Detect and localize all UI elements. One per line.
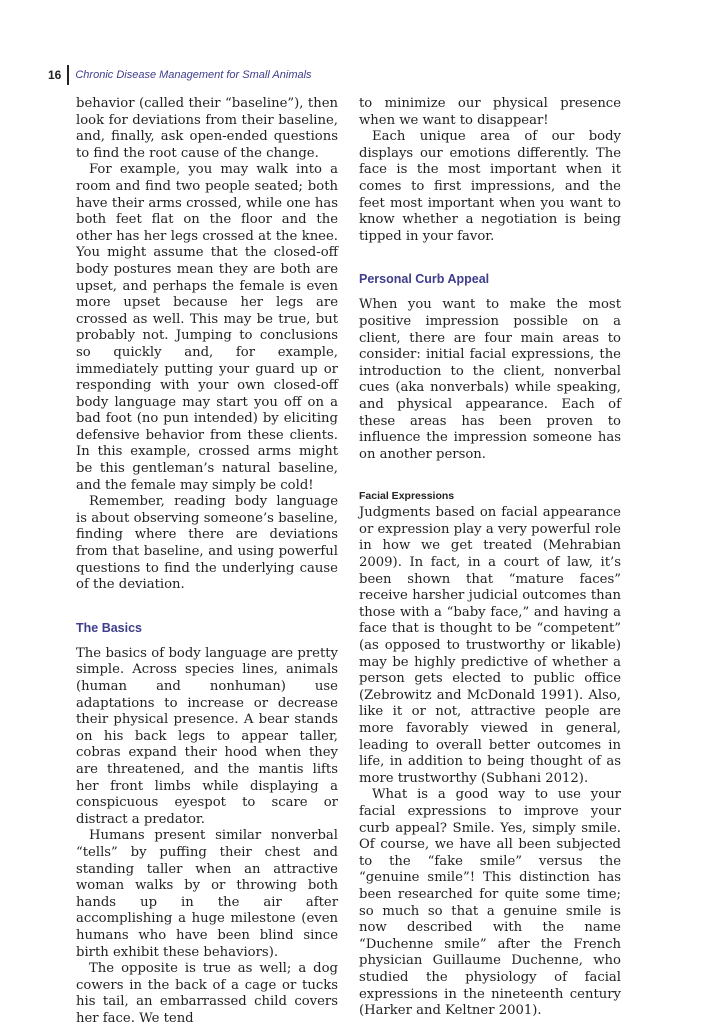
paragraph: behavior (called their “baseline”), then look for deviations from their baseline, and, finally, ask open-ended questions to find the root cause of the change.: [76, 96, 338, 161]
paragraph: When you want to make the most positive impression possible on a client, there are four main areas to consider: initial facial expressions, the introduction to the client, nonverbal cues (aka nonverbals) while speaking, and physical appearance. Each of these areas has been proven to influence the impression someone has on another person.: [359, 297, 621, 462]
running-title: Chronic Disease Management for Small Animals: [75, 69, 312, 81]
right-column: [359, 96, 621, 1020]
section-heading-personal-curb-appeal: Personal Curb Appeal: [359, 272, 490, 287]
paragraph: to minimize our physical presence when we want to disappear!: [359, 96, 621, 128]
paragraph: Each unique area of our body displays our emotions differently. The face is the most important when it comes to first impressions, and the feet most important when you want to know whether a negotiation is being tipped in your favor.: [359, 129, 621, 244]
paragraph: Humans present similar nonverbal “tells” by puffing their chest and standing taller when an attractive woman walks by or throwing both hands up in the air after accomplishing a huge milestone (even humans who have been blind since birth exhibit these behaviors).: [76, 828, 338, 960]
running-head: [48, 64, 312, 86]
header-divider: [67, 65, 69, 85]
section-heading-the-basics: The Basics: [76, 620, 143, 635]
paragraph: For example, you may walk into a room and find two people seated; both have their arms crossed, while one has both feet flat on the floor and the other has her legs crossed at the knee. You might assume that the closed-off body postures mean they are both are upset, and perhaps the female is even more upset because her legs are crossed as well. This may be true, but probably not. Jumping to conclusions so quickly and, for example, immediately putting your guard up or responding with your own closed-off body language may start you off on a bad foot (no pun intended) by eliciting defensive behavior from these clients. In this example, crossed arms might be this gentleman’s natural baseline, and the female may simply be cold!: [76, 162, 338, 493]
paragraph: What is a good way to use your facial expressions to improve your curb appeal? Smile. Yes, simply smile. Of course, we have all been subjected to the “fake smile” versus the “genuine smile”! This distinction has been researched for quite some time; so much so that a genuine smile is now described with the name “Duchenne smile” after the French physician Guillaume Duchenne, who studied the physiology of facial expressions in the nineteenth century (Harker and Keltner 2001).: [359, 787, 621, 1019]
paragraph: The opposite is true as well; a dog cowers in the back of a cage or tucks his tail, an embarrassed child covers her face. We tend: [76, 961, 338, 1026]
paragraph: Judgments based on facial appearance or expression play a very powerful role in how we get treated (Mehrabian 2009). In fact, in a court of law, it’s been shown that “mature faces” receive harsher judicial outcomes than those with a “baby face,” and having a face that is thought to be “competent” (as opposed to trustworthy or likable) may be highly predictive of whether a person gets elected to public office (Zebrowitz and McDonald 1991). Also, like it or not, attractive people are more favorably viewed in general, leading to overall better outcomes in life, in addition to being thought of as more trustworthy (Subhani 2012).: [359, 505, 621, 786]
paragraph: The basics of body language are pretty simple. Across species lines, animals (human and nonhuman) use adaptations to increase or decrease their physical presence. A bear stands on his back legs to appear taller, cobras expand their hood when they are threatened, and the mantis lifts her front limbs while displaying a conspicuous eyespot to scare or distract a predator.: [76, 645, 338, 827]
page-number: 16: [48, 68, 62, 82]
paragraph: Remember, reading body language is about observing someone’s baseline, finding where there are deviations from that baseline, and using powerful questions to find the underlying cause of the deviation.: [76, 494, 338, 593]
subheading-facial-expressions: Facial Expressions: [359, 490, 455, 503]
left-column: [76, 96, 338, 1027]
